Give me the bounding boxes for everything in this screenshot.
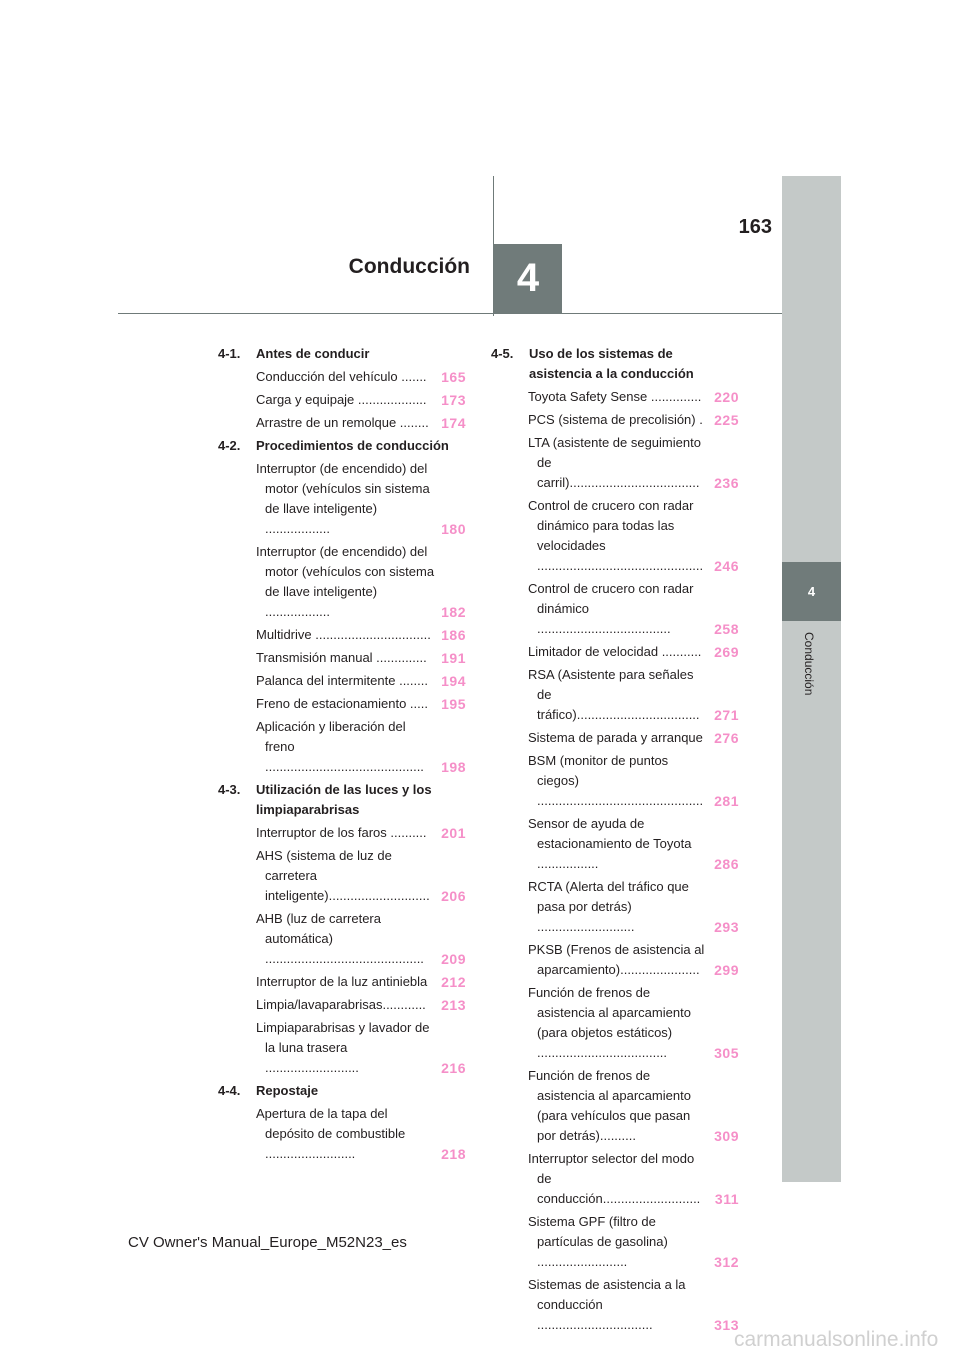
toc-entry[interactable]: [528, 1066, 739, 1146]
toc-entry-page-link[interactable]: 309: [714, 1128, 739, 1144]
toc-entry-text: Función de frenos de asistencia al aparcamiento (para vehículos que pasan por detrás)..........: [528, 1068, 691, 1143]
toc-entry-text: Conducción del vehículo .......: [256, 369, 427, 384]
toc-entry-page-link[interactable]: 218: [441, 1146, 466, 1162]
toc-section-number: 4-5.: [491, 346, 514, 361]
toc-entry-page-link[interactable]: 225: [714, 412, 739, 428]
toc-entry-text: Limitador de velocidad ...........: [528, 644, 702, 659]
toc-entry[interactable]: [528, 387, 739, 407]
toc-entry[interactable]: [256, 694, 466, 714]
toc-entry-text: BSM (monitor de puntos ciegos) ..............................................: [528, 753, 704, 808]
toc-entry[interactable]: [528, 1149, 739, 1209]
toc-entry-page-link[interactable]: 174: [441, 415, 466, 431]
toc-entry-page-link[interactable]: 312: [714, 1254, 739, 1270]
toc-entry-text: Interruptor selector del modo de conducción...........................: [528, 1151, 701, 1206]
toc-entry[interactable]: [256, 846, 466, 906]
toc-entry[interactable]: [528, 814, 739, 874]
toc-entry[interactable]: [256, 717, 466, 777]
toc-entry-page-link[interactable]: 293: [714, 919, 739, 935]
toc-entry-page-link[interactable]: 195: [441, 696, 466, 712]
toc-section-number: 4-2.: [218, 438, 241, 453]
toc-section: [491, 344, 739, 384]
toc-entry-text: Multidrive ................................: [256, 627, 431, 642]
toc-section-title: Utilización de las luces y los limpiaparabrisas: [256, 782, 432, 817]
toc-entry[interactable]: [528, 665, 739, 725]
toc-entry-page-link[interactable]: 313: [714, 1317, 739, 1333]
toc-entry-text: Sistema GPF (filtro de partículas de gasolina) .........................: [528, 1214, 668, 1269]
toc-entry-text: Interruptor (de encendido) del motor (vehículos sin sistema de llave inteligente) ..................: [256, 461, 430, 536]
toc-entry-text: Sistemas de asistencia a la conducción ................................: [528, 1277, 686, 1332]
toc-entry[interactable]: [528, 579, 739, 639]
toc-entry[interactable]: [256, 909, 466, 969]
side-tab-label: Conducción: [802, 632, 816, 696]
toc-entry-text: Transmisión manual ..............: [256, 650, 427, 665]
toc-entry-page-link[interactable]: 216: [441, 1060, 466, 1076]
toc-entry-page-link[interactable]: 271: [714, 707, 739, 723]
toc-entry-page-link[interactable]: 305: [714, 1045, 739, 1061]
toc-entry-page-link[interactable]: 182: [441, 604, 466, 620]
toc-entry-text: Palanca del intermitente ........: [256, 673, 428, 688]
toc-entry-page-link[interactable]: 180: [441, 521, 466, 537]
toc-entry-text: Arrastre de un remolque ........: [256, 415, 429, 430]
toc-entry[interactable]: [256, 390, 466, 410]
toc-entry[interactable]: [528, 877, 739, 937]
toc-entry-text: AHB (luz de carretera automática) ............................................: [256, 911, 424, 966]
footer-manual-id: CV Owner's Manual_Europe_M52N23_es: [128, 1234, 407, 1251]
toc-entry[interactable]: [256, 823, 466, 843]
toc-entry-page-link[interactable]: 276: [714, 730, 739, 746]
toc-entry-page-link[interactable]: 194: [441, 673, 466, 689]
toc-entry[interactable]: [256, 648, 466, 668]
toc-entry-text: RCTA (Alerta del tráfico que pasa por detrás) ...........................: [528, 879, 689, 934]
toc-entry[interactable]: [528, 751, 739, 811]
toc-entry-page-link[interactable]: 246: [714, 558, 739, 574]
toc-entry[interactable]: [528, 496, 739, 576]
watermark: carmanualsonline.info: [734, 1328, 939, 1351]
toc-entry[interactable]: [256, 459, 466, 539]
toc-entry-page-link[interactable]: 198: [441, 759, 466, 775]
toc-entry-text: PCS (sistema de precolisión) .: [528, 412, 703, 427]
toc-entry-text: Control de crucero con radar dinámico .....................................: [528, 581, 694, 636]
toc-section: [218, 780, 466, 820]
toc-entry-page-link[interactable]: 212: [441, 974, 466, 990]
toc-entry[interactable]: [528, 940, 739, 980]
toc-section: [218, 344, 466, 364]
toc-entry-text: Limpiaparabrisas y lavador de la luna trasera ..........................: [256, 1020, 430, 1075]
chapter-number-box: 4: [494, 244, 562, 313]
toc-entry-page-link[interactable]: 281: [714, 793, 739, 809]
toc-entry[interactable]: [528, 728, 739, 748]
toc-entry[interactable]: [256, 367, 466, 387]
toc-entry[interactable]: [528, 410, 739, 430]
header-horizontal-rule: [118, 313, 782, 314]
toc-entry-text: Interruptor de la luz antiniebla: [256, 974, 428, 989]
toc-entry-page-link[interactable]: 173: [441, 392, 466, 408]
toc-entry-page-link[interactable]: 236: [714, 475, 739, 491]
toc-entry-text: Sensor de ayuda de estacionamiento de Toyota .................: [528, 816, 692, 871]
toc-entry[interactable]: [528, 433, 739, 493]
toc-entry-page-link[interactable]: 206: [441, 888, 466, 904]
toc-entry-text: Control de crucero con radar dinámico para todas las velocidades ..............................................: [528, 498, 704, 573]
toc-entry-text: Toyota Safety Sense ..............: [528, 389, 702, 404]
toc-entry-page-link[interactable]: 286: [714, 856, 739, 872]
toc-entry-page-link[interactable]: 299: [714, 962, 739, 978]
toc-entry[interactable]: [528, 1275, 739, 1335]
toc-section-title: Procedimientos de conducción: [256, 438, 449, 453]
toc-entry[interactable]: [256, 1104, 466, 1164]
toc-entry-text: Aplicación y liberación del freno ............................................: [256, 719, 424, 774]
toc-entry[interactable]: [256, 671, 466, 691]
toc-entry-page-link[interactable]: 311: [714, 1191, 739, 1207]
toc-entry-text: Apertura de la tapa del depósito de combustible .........................: [256, 1106, 406, 1161]
toc-entry-page-link[interactable]: 258: [714, 621, 739, 637]
toc-section-number: 4-4.: [218, 1083, 241, 1098]
toc-entry-text: Limpia/lavaparabrisas............: [256, 997, 426, 1012]
toc-entry-page-link[interactable]: 201: [441, 825, 466, 841]
toc-entry-page-link[interactable]: 165: [441, 369, 466, 385]
toc-entry[interactable]: [528, 983, 739, 1063]
toc-entry-text: Carga y equipaje ...................: [256, 392, 427, 407]
toc-section-title: Repostaje: [256, 1083, 319, 1098]
toc-entry-page-link[interactable]: 209: [441, 951, 466, 967]
toc-section: [218, 1081, 466, 1101]
toc-entry-text: PKSB (Frenos de asistencia al aparcamiento)......................: [528, 942, 705, 977]
toc-entry[interactable]: [256, 542, 466, 622]
toc-entry-page-link[interactable]: 220: [714, 389, 739, 405]
toc-entry-text: AHS (sistema de luz de carretera inteligente)............................: [256, 848, 430, 903]
toc-entry[interactable]: [256, 972, 466, 992]
toc-entry[interactable]: [256, 995, 466, 1015]
toc-section-title: Antes de conducir: [256, 346, 370, 361]
toc-entry-text: Interruptor (de encendido) del motor (vehículos con sistema de llave inteligente) ..................: [256, 544, 435, 619]
toc-entry-text: RSA (Asistente para señales de tráfico)..................................: [528, 667, 700, 722]
toc-entry-text: Sistema de parada y arranque: [528, 730, 703, 745]
toc-column-right: [491, 344, 739, 1338]
toc-entry-text: Interruptor de los faros ..........: [256, 825, 427, 840]
toc-section-title: Uso de los sistemas de asistencia a la conducción: [529, 346, 694, 381]
side-tab-chapter-number[interactable]: 4: [782, 562, 841, 621]
toc-section-number: 4-3.: [218, 782, 241, 797]
toc-entry[interactable]: [256, 625, 466, 645]
chapter-title: Conducción: [348, 255, 470, 278]
toc-entry-text: Freno de estacionamiento .....: [256, 696, 428, 711]
toc-entry-page-link[interactable]: 191: [441, 650, 466, 666]
toc-section: [218, 436, 466, 456]
toc-entry[interactable]: [256, 413, 466, 433]
toc-entry[interactable]: [528, 642, 739, 662]
toc-entry-page-link[interactable]: 186: [441, 627, 466, 643]
page-number: 163: [738, 216, 772, 238]
toc-entry[interactable]: [528, 1212, 739, 1272]
toc-column-left: [218, 344, 466, 1167]
toc-entry[interactable]: [256, 1018, 466, 1078]
toc-entry-text: Función de frenos de asistencia al aparcamiento (para objetos estáticos) ....................................: [528, 985, 691, 1060]
toc-entry-text: LTA (asistente de seguimiento de carril)....................................: [528, 435, 701, 490]
toc-section-number: 4-1.: [218, 346, 241, 361]
toc-entry-page-link[interactable]: 213: [441, 997, 466, 1013]
toc-entry-page-link[interactable]: 269: [714, 644, 739, 660]
